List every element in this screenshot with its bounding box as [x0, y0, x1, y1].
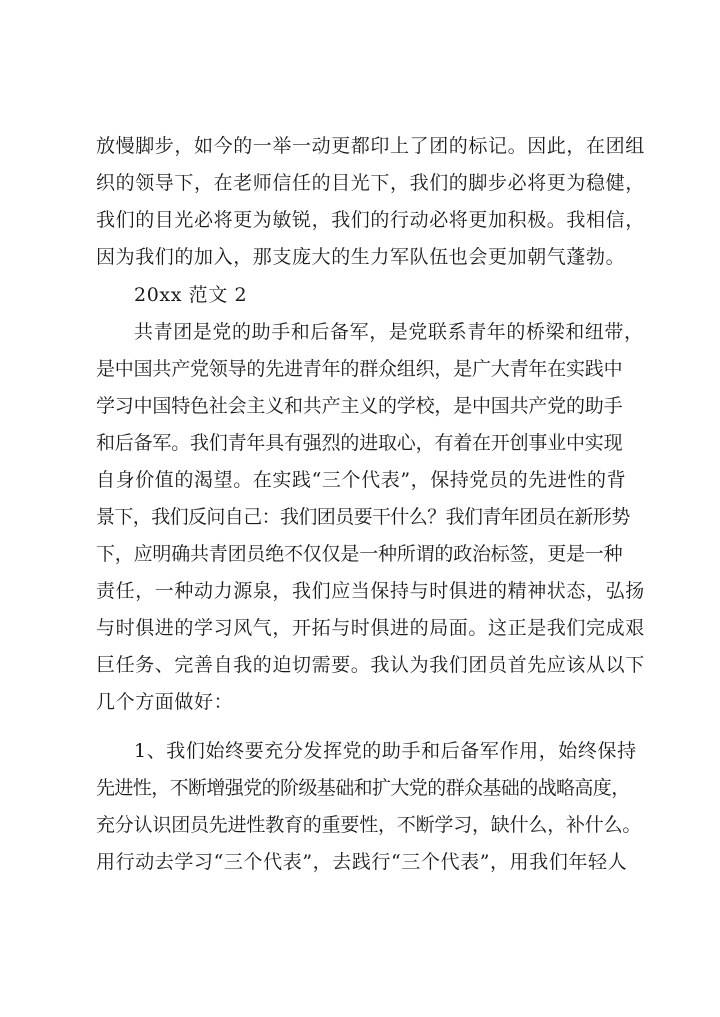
paragraph-line: 是中国共产党领导的先进青年的群众组织，是广大青年在实践中: [96, 358, 623, 380]
paragraph-line: 景下，我们反问自己：我们团员要干什么？我们青年团员在新形势: [96, 506, 630, 528]
paragraph-line: 和后备军。我们青年具有强烈的进取心，有着在开创事业中实现: [96, 432, 623, 454]
paragraph-line: 下，应明确共青团员绝不仅仅是一种所谓的政治标签，更是一种: [96, 543, 623, 565]
paragraph-line: 用行动去学习“三个代表”，去践行“三个代表”，用我们年轻人: [96, 851, 628, 873]
paragraph-line: 放慢脚步，如今的一举一动更都印上了团的标记。因此，在团组: [96, 135, 645, 157]
list-item-1: 1、我们始终要充分发挥党的助手和后备军作用，始终保持: [134, 740, 637, 762]
paragraph-line: 学习中国特色社会主义和共产主义的学校，是中国共产党的助手: [96, 395, 623, 417]
paragraph-line: 充分认识团员先进性教育的重要性，不断学习，缺什么，补什么。: [96, 814, 642, 836]
paragraph-line: 巨任务、完善自我的迫切需要。我认为我们团员首先应该从以下: [96, 654, 645, 676]
paragraph-line: 织的领导下，在老师信任的目光下，我们的脚步必将更为稳健，: [96, 172, 645, 194]
paragraph-line: 先进性，不断增强党的阶级基础和扩大党的群众基础的战略高度，: [96, 777, 630, 799]
paragraph-line: 与时俱进的学习风气，开拓与时俱进的局面。这正是我们完成艰: [96, 617, 645, 639]
paragraph-line: 共青团是党的助手和后备军，是党联系青年的桥梁和纽带，: [134, 321, 644, 343]
paragraph-line: 几个方面做好：: [96, 691, 234, 713]
paragraph-line: 我们的目光必将更为敏锐，我们的行动必将更加积极。我相信，: [96, 209, 645, 231]
paragraph-line: 责任，一种动力源泉，我们应当保持与时俱进的精神状态，弘扬: [96, 580, 645, 602]
paragraph-line: 自身价值的渴望。在实践“三个代表”，保持党员的先进性的背: [96, 469, 627, 491]
section-heading: 20xx 范文 2: [134, 284, 248, 306]
paragraph-line: 因为我们的加入，那支庞大的生力军队伍也会更加朝气蓬勃。: [96, 246, 626, 268]
